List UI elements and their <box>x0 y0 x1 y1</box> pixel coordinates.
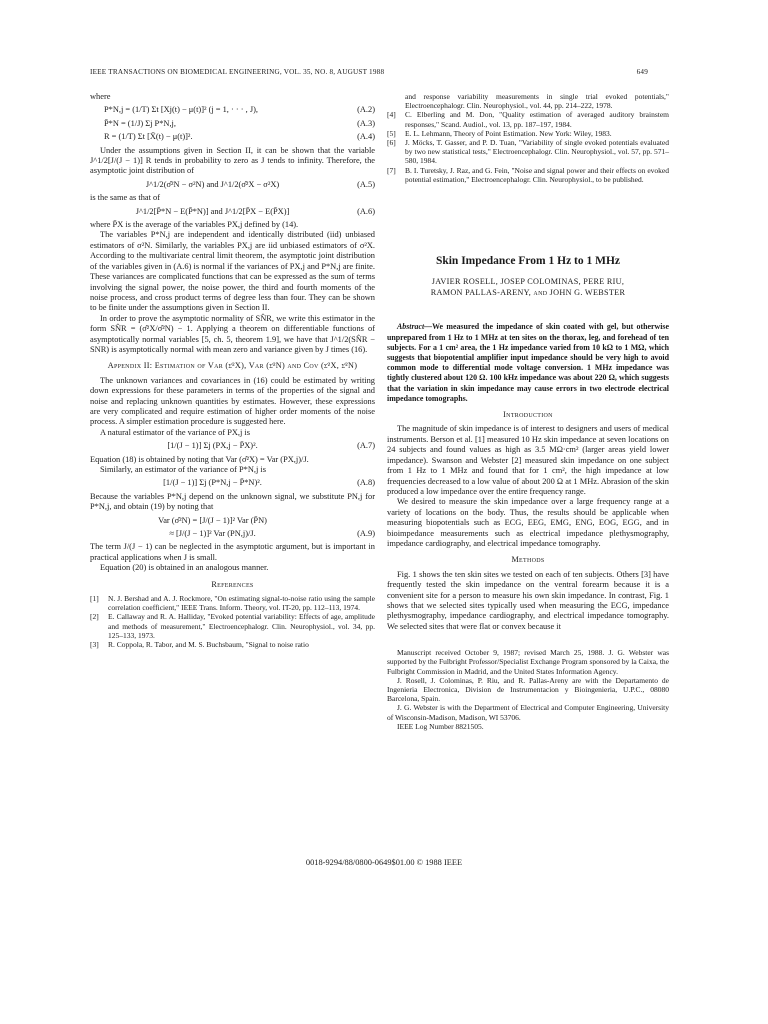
paragraph: In order to prove the asymptotic normality of SN̂R, we write this estimator in the form SN̂R = (σ̂²X/σ̂²N) − 1. Applying a theorem on differentiable functions of asymptotically normal variables [5, ch. 5, theorem 1.9], we have that J^1/2(SN̂R − SNR) is asymptotically normal with mean zero and variance given by J times (16). <box>90 313 375 354</box>
reference-item: [3] R. Coppola, R. Tabor, and M. S. Buchsbaum, "Signal to noise ratio <box>90 640 309 650</box>
paragraph: where P̄X is the average of the variables PX,j defined by (14). <box>90 220 299 230</box>
equation-a5: J^1/2(σ̂²N − σ²N) and J^1/2(σ̂²X − σ²X) (A.5) <box>145 179 375 189</box>
paragraph: A natural estimator of the variance of PX,j is <box>100 427 251 437</box>
paragraph: The unknown variances and covariances in (16) could be estimated by writing down expressions for these parameters in terms of the properties of the signal and noise and replacing unknown quantities by estimates. However, these expressions are very complicated and require estimation of higher order moments of the noise process. A simpler estimation procedure is suggested here. <box>90 375 375 427</box>
reference-item: [6] J. Möcks, T. Gasser, and P. D. Tuan, "Variability of single evoked potentials evaluated by two new statistical tests," Electroencephalogr. Clin. Neurophysiol., vol. 57, pp. 571–580, 1984. <box>387 138 669 166</box>
author-list <box>387 276 669 298</box>
reference-item: [1] N. J. Bershad and A. J. Rockmore, "On estimating signal-to-noise ratio using the sample correlation coefficient," IEEE Trans. Inform. Theory, vol. IT-20, pp. 112–113, 1974. <box>90 594 375 613</box>
paragraph: Equation (20) is obtained in an analogous manner. <box>100 563 269 573</box>
abstract-text: We measured the impedance of skin coated with gel, but otherwise unprepared from 1 Hz to 1 MHz at ten sites on the thorax, leg, and forehead of ten subjects. For a 1 cm² area, the 1 Hz impedance varied from 10 kΩ to 1 MΩ, which suggests that biopotential amplifier input impedance should be very high to avoid common mode to differential mode voltage conversion. 1 MHz impedance was tightly clustered about 120 Ω. 100 kHz impedance was about 220 Ω, which suggests that the variation in skin impedance may cause errors in two electrode electrical impedance tomographs. <box>387 322 669 403</box>
appendix-heading: Appendix II: Estimation of Var (σ̂²X), Var (σ̂²N) and Cov (σ̂²X, σ̂²N) <box>107 361 358 371</box>
paragraph: Under the assumptions given in Section II, it can be shown that the variable J^1/2[J/(J − 1)] R tends in probability to zero as J tends to infinity. Therefore, the asymptotic joint distribution of <box>90 145 375 176</box>
footnote-block <box>387 648 669 731</box>
equation-a3: P̄*N = (1/J) Σj P*N,j, (A.3) <box>104 118 375 128</box>
right-column <box>387 92 669 731</box>
paragraph: Fig. 1 shows the ten skin sites we tested on each of ten subjects. Others [3] have frequently tested the skin impedance on the ventral forearm because it is a convenient site for a person to measure his own skin impedance. In contrast, Fig. 1 shows that we selected sites typically used when measuring the ECG, impedance plethysmography, impedance cardiography, and electrical impedance tomography. We selected sites that were flat or convex because it <box>387 569 669 631</box>
reference-continuation: and response variability measurements in single trial evoked potentials," Electroencephalogr. Clin. Neurophysiol., vol. 44, pp. 214–222, 1978. <box>405 92 669 111</box>
references-heading: References <box>211 579 254 589</box>
paragraph: Equation (18) is obtained by noting that Var (σ̂²X) = Var (PX,j)/J. <box>90 454 309 464</box>
copyright-footer: 0018-9294/88/0800-0649$01.00 © 1988 IEEE <box>305 858 463 867</box>
reference-item: [2] E. Callaway and R. A. Halliday, "Evoked potential variability: Effects of age, amplitude and methods of measurement," Electroencephalogr. Clin. Neurophysiol., vol. 34, pp. 125–133, 1973. <box>90 612 375 640</box>
paragraph: is the same as that of <box>90 193 161 203</box>
footnote: J. G. Webster is with the Department of Electrical and Computer Engineering, University of Wisconsin-Madison, Madison, WI 53706. <box>387 703 669 722</box>
authors-line-2: RAMON PALLAS-ARENY, and JOHN G. WEBSTER <box>430 288 626 298</box>
equation-a9-line1: Var (σ̂²N) = [J/(J − 1)]² Var (P̄N) <box>158 515 267 525</box>
footnote: Manuscript received October 9, 1987; revised March 25, 1988. J. G. Webster was supported by the Fulbright Professor/Specialist Exchange Program sponsored by la Caixa, the Fulbright Commission in Madrid, and the United States Information Agency. <box>387 648 669 676</box>
authors-line-1: JAVIER ROSELL, JOSEP COLOMINAS, PERE RIU, <box>431 277 625 287</box>
journal-header: IEEE TRANSACTIONS ON BIOMEDICAL ENGINEERING, VOL. 35, NO. 8, AUGUST 1988 <box>90 68 385 76</box>
paragraph: The variables P*N,j are independent and identically distributed (iid) unbiased estimators of σ²N. Similarly, the variables PX,j are iid unbiased estimators of σ²X. According to the multivariate central limit theorem, the asymptotic joint distribution of the variables given in (A.6) is normal if the variances of PX,j and P*N,j are finite. These variances are complicated functions that can be expressed as the sum of terms involving the signal power, the noise power, the third and fourth moments of the noise process, and cross product terms of degree less than four. They can be shown to be finite under the assumptions given in Section II. <box>90 230 375 313</box>
reference-item: [4] C. Elberling and M. Don, "Quality estimation of averaged auditory brainstem responses," Scand. Audiol., vol. 13, pp. 187–197, 1984. <box>387 110 669 129</box>
paragraph: Because the variables P*N,j depend on the unknown signal, we substitute PN,j for P*N,j, and obtain (19) by noting that <box>90 491 375 512</box>
footnote: J. Rosell, J. Colominas, P. Riu, and R. Pallas-Areny are with the Departamento de Ingenieria Electronica, Division de Instrumentacion y Bioingenieria, U.P.C., 08080 Barcelona, Spain. <box>387 675 669 704</box>
footnote: IEEE Log Number 8821505. <box>397 721 484 731</box>
methods-heading: Methods <box>511 555 545 565</box>
equation-a7: [1/(J − 1)] Σj (PX,j − P̄X)². (A.7) <box>167 441 375 451</box>
reference-item: [7] B. I. Turetsky, J. Raz, and G. Fein, "Noise and signal power and their effects on evoked potential estimation," Electroencephalogr. Clin. Neurophysiol., to be published. <box>387 165 669 184</box>
where-label: where <box>90 92 111 101</box>
equation-a4: R = (1/T) Σt [X̄(t) − μ(t)]². (A.4) <box>104 132 375 142</box>
paragraph: Similarly, an estimator of the variance of P*N,j is <box>100 465 266 474</box>
running-header <box>90 68 648 76</box>
paragraph: The magnitude of skin impedance is of interest to designers and users of medical instruments. Berson et al. [1] measured 10 Hz skin impedance at seven locations on 24 subjects and found values as high as 3.5 MΩ·cm² (larger areas yield lower impedance). Swanson and Webster [2] measured skin impedance on one subject from 1 Hz to 1 MHz and found that for 1 cm², the high impedance at low frequencies decreased to a low value of about 200 Ω at 1 MHz. Abrasion of the skin produced a low impedance over the entire frequency range. <box>387 424 669 496</box>
equation-a9-line2: ≈ [J/(J − 1)]² Var (PN,j)/J. (A.9) <box>169 529 375 539</box>
abstract <box>387 322 669 404</box>
paragraph: We desired to measure the skin impedance over a large frequency range at a variety of locations on the body. Thus, the results should be applicable when measuring biopotentials such as ECG, EEG, EMG, ENG, EOG, EGG, and in bioimpedance measurements such as electrical impedance plethysmography, impedance cardiography, and electrical impedance tomography. <box>387 497 669 548</box>
abstract-label: Abstract— <box>397 322 433 332</box>
left-column <box>90 92 375 649</box>
page-number: 649 <box>636 68 648 76</box>
paragraph: The term J/(J − 1) can be neglected in the asymptotic argument, but is important in practical applications when J is small. <box>90 542 375 562</box>
reference-list-continued <box>387 92 669 184</box>
equation-a2: P*N,j = (1/T) Σt [Xj(t) − μ(t)]² (j = 1, · · · , J), (A.2) <box>104 105 375 115</box>
reference-item: [5] E. L. Lehmann, Theory of Point Estimation. New York: Wiley, 1983. <box>387 128 612 138</box>
equation-a6: J^1/2[P̄*N − E(P̄*N)] and J^1/2[P̄X − E(P̄X)] (A.6) <box>135 206 375 216</box>
equation-a8: [1/(J − 1)] Σj (P*N,j − P̄*N)². (A.8) <box>163 478 375 488</box>
reference-list <box>90 594 375 649</box>
introduction-heading: Introduction <box>503 410 553 420</box>
article-title: Skin Impedance From 1 Hz to 1 MHz <box>435 255 621 268</box>
